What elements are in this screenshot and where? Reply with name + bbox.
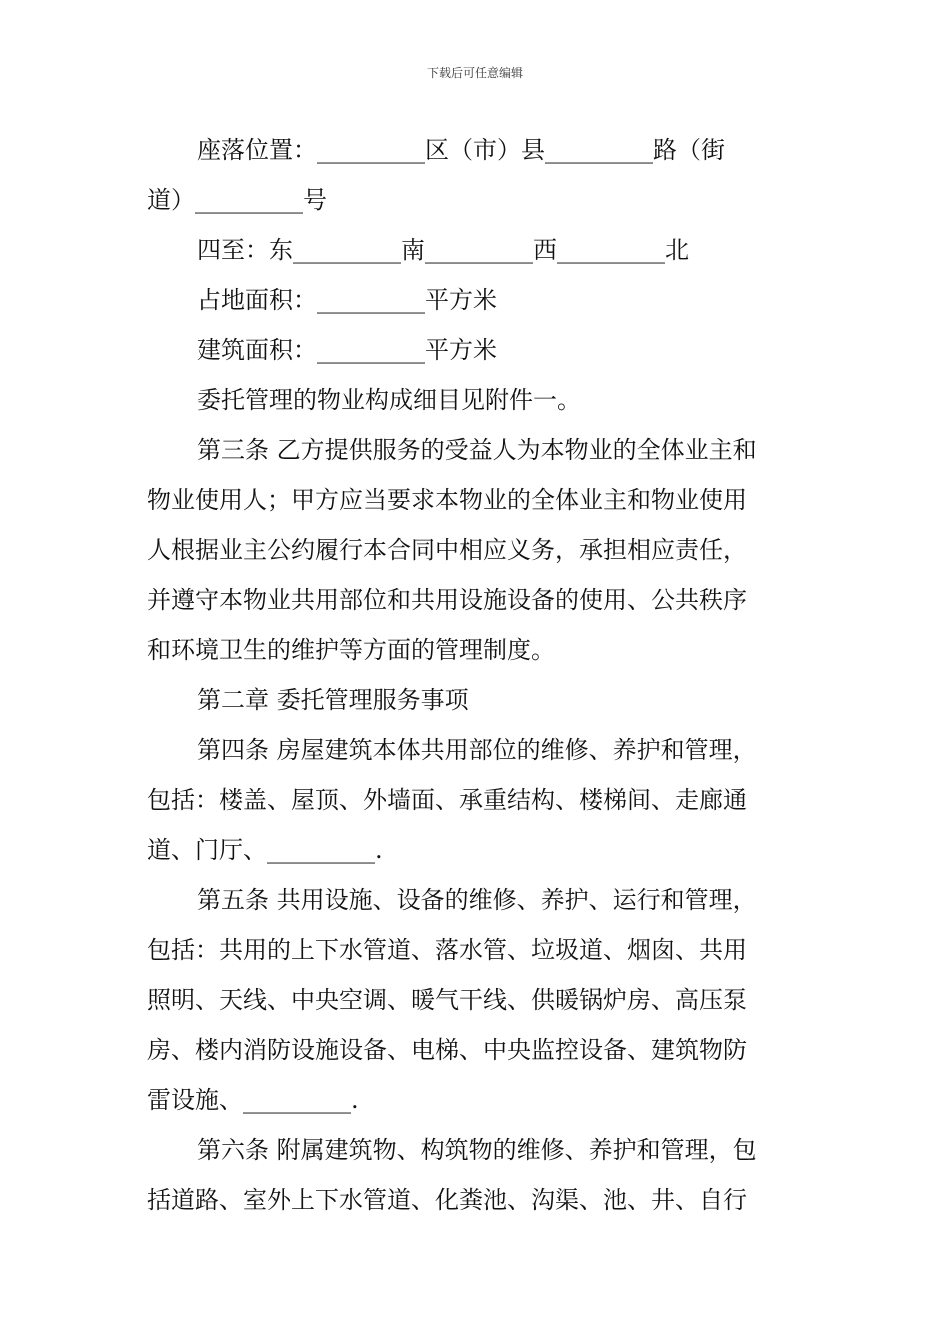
chapter-2-heading: 第二章 委托管理服务事项 [197, 686, 469, 714]
appendix-note-line: 委托管理的物业构成细目见附件一。 [197, 386, 581, 414]
article-3-line-1: 第三条 乙方提供服务的受益人为本物业的全体业主和 [197, 436, 757, 464]
page-header-note: 下载后可任意编辑 [426, 66, 523, 80]
location-line-cont: 道）_________号 [147, 186, 327, 214]
article-5-line-2: 包括：共用的上下水管道、落水管、垃圾道、烟囱、共用 [147, 936, 747, 964]
article-3-line-2: 物业使用人；甲方应当要求本物业的全体业主和物业使用 [147, 486, 747, 514]
article-5-line-3: 照明、天线、中央空调、暖气干线、供暖锅炉房、高压泵 [147, 986, 747, 1014]
building-area-line: 建筑面积：_________平方米 [197, 336, 497, 364]
article-4-line-2: 包括：楼盖、屋顶、外墙面、承重结构、楼梯间、走廊通 [147, 786, 747, 814]
article-3-line-4: 并遵守本物业共用部位和共用设施设备的使用、公共秩序 [147, 586, 747, 614]
land-area-line: 占地面积：_________平方米 [197, 286, 497, 314]
article-4-line-3: 道、门厅、_________. [147, 836, 383, 864]
article-5-line-4: 房、楼内消防设施设备、电梯、中央监控设备、建筑物防 [147, 1036, 747, 1064]
article-6-line-1: 第六条 附属建筑物、构筑物的维修、养护和管理，包 [197, 1136, 757, 1164]
article-5-line-5: 雷设施、_________. [147, 1086, 359, 1114]
article-3-line-3: 人根据业主公约履行本合同中相应义务，承担相应责任， [147, 536, 747, 564]
article-5-line-1: 第五条 共用设施、设备的维修、养护、运行和管理， [197, 886, 757, 914]
article-4-line-1: 第四条 房屋建筑本体共用部位的维修、养护和管理， [197, 736, 757, 764]
location-line: 座落位置：_________区（市）县_________路（街 [197, 136, 725, 164]
article-3-line-5: 和环境卫生的维护等方面的管理制度。 [147, 636, 555, 664]
boundaries-line: 四至：东_________南_________西_________北 [197, 236, 689, 264]
article-6-line-2: 括道路、室外上下水管道、化粪池、沟渠、池、井、自行 [147, 1186, 747, 1214]
